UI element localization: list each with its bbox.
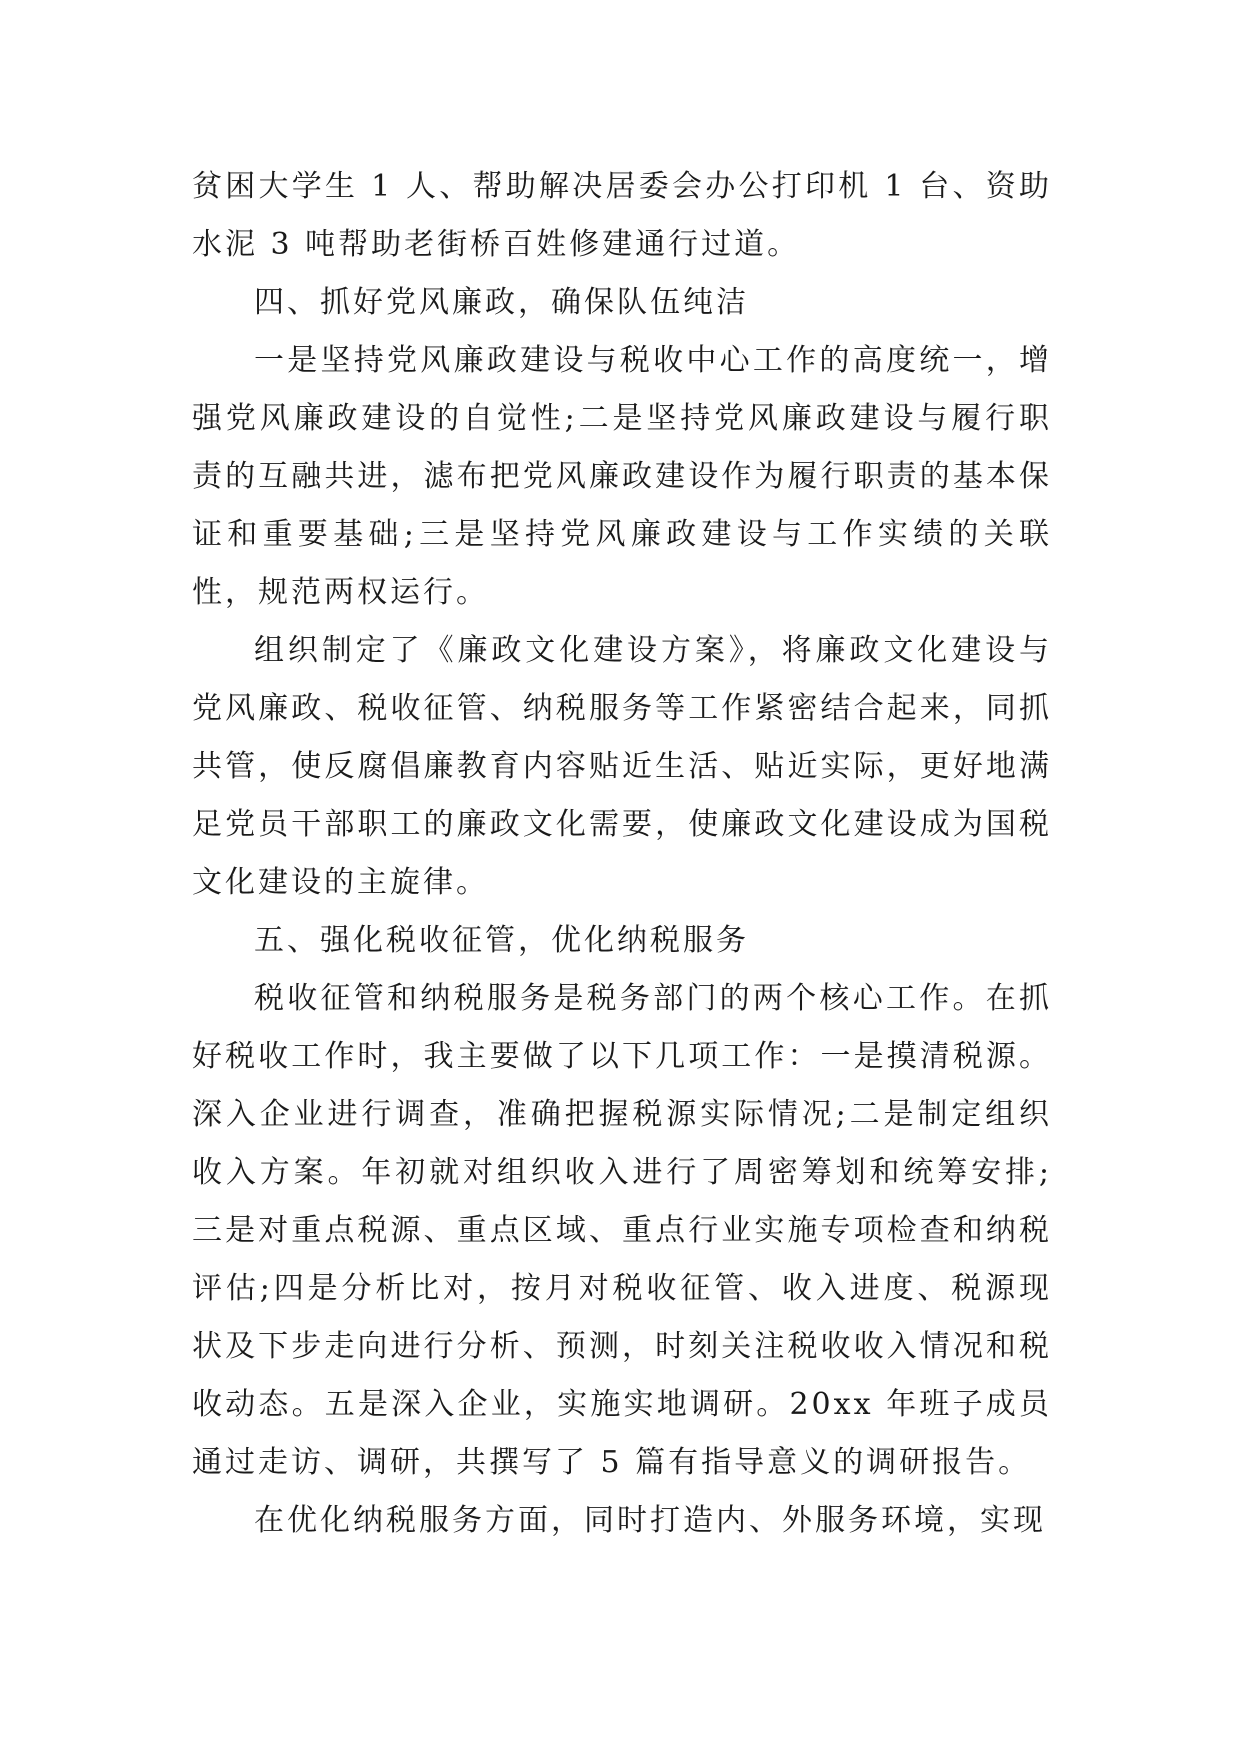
paragraph-integrity-points: 一是坚持党风廉政建设与税收中心工作的高度统一，增强党风廉政建设的自觉性;二是坚持党风廉政建设与履行职责的互融共进，滤布把党风廉政建设作为履行职责的基本保证和重要基础;三是坚持党风廉政建设与工作实绩的关联性，规范两权运行。 bbox=[192, 343, 1052, 610]
section-heading-four: 四、抓好党风廉政，确保队伍纯洁 bbox=[254, 285, 749, 320]
paragraph-continuation: 贫困大学生 1 人、帮助解决居委会办公打印机 1 台、资助水泥 3 吨帮助老街桥百姓修建通行过道。 bbox=[192, 169, 1052, 262]
paragraph-integrity-culture: 组织制定了《廉政文化建设方案》，将廉政文化建设与党风廉政、税收征管、纳税服务等工作紧密结合起来，同抓共管，使反腐倡廉教育内容贴近生活、贴近实际，更好地满足党员干部职工的廉政文化需要，使廉政文化建设成为国税文化建设的主旋律。 bbox=[192, 633, 1052, 900]
section-heading-five: 五、强化税收征管，优化纳税服务 bbox=[254, 923, 749, 958]
paragraph-tax-collection: 税收征管和纳税服务是税务部门的两个核心工作。在抓好税收工作时，我主要做了以下几项工作：一是摸清税源。深入企业进行调查，准确把握税源实际情况;二是制定组织收入方案。年初就对组织收入进行了周密筹划和统筹安排;三是对重点税源、重点区域、重点行业实施专项检查和纳税评估;四是分析比对，按月对税收征管、收入进度、税源现状及下步走向进行分析、预测，时刻关注税收收入情况和税收动态。五是深入企业，实施实地调研。20xx 年班子成员通过走访、调研，共撰写了 5 篇有指导意义的调研报告。 bbox=[192, 981, 1052, 1480]
paragraph-tax-service: 在优化纳税服务方面，同时打造内、外服务环境，实现 bbox=[254, 1503, 1046, 1538]
document-body bbox=[192, 158, 1052, 1550]
